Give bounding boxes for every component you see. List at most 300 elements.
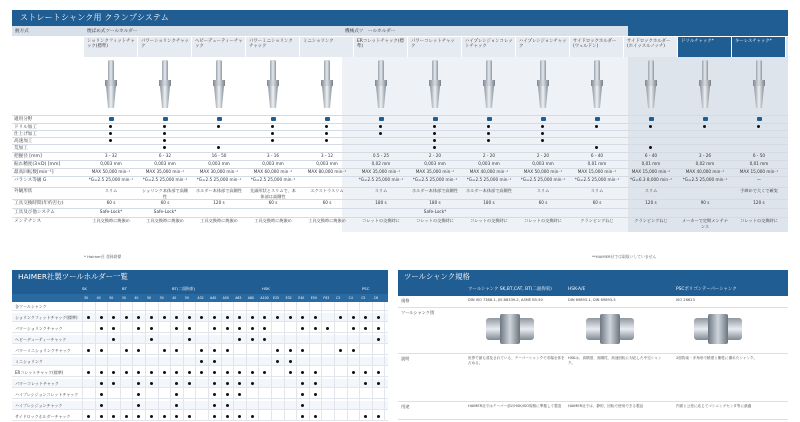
standards-header [398,284,788,296]
change-time-cell: 60 s [160,200,170,205]
holder-row-label: パワーコレットチャック [15,381,59,386]
suitability-dot [271,125,274,128]
suitability-dot [433,125,436,128]
suitability-dot [163,146,166,149]
maintenance-cell: クランピングねじ [580,218,614,223]
sub-column-label: A40 [210,296,217,300]
max-rpm-cell: MAX 50,000 min⁻¹ [91,169,131,174]
shape-cell: ショリンク本体部で高剛性 [142,188,188,199]
product-header: キーレスチャック* [732,37,786,57]
tool-holder-image [698,60,712,112]
product-header: サイドロックホルダー(ウェルドン) [570,37,624,57]
balance-cell: *G=2.5 25,000 min⁻¹ [412,177,458,182]
application-icon [217,117,222,121]
holder-row [12,379,388,388]
standard-row-label: 規格 [401,298,410,303]
product-header: ERコレットチャック(標準) [354,37,408,57]
availability-dot [226,415,229,418]
standard-value: ISO 26623 [676,298,695,302]
clamp-range-cell: 6 - 32 [158,153,172,158]
holder-row [12,335,388,344]
change-time-cell: 60 s [538,200,548,205]
runout-cell: 0,003 mm [316,161,338,166]
availability-dot [314,371,317,374]
availability-dot [226,371,229,374]
application-icon [379,117,384,121]
clamp-system-section [12,10,788,259]
section-title: ツールシャンク規格 [398,270,788,284]
holder-row-label: ハイプレシジョンチャック [15,403,63,408]
suitability-dot [541,139,544,142]
availability-dot [314,415,317,418]
availability-dot [87,349,90,352]
change-time-cell: 120 s [213,200,225,205]
max-rpm-cell: MAX 50,000 min⁻¹ [523,169,563,174]
availability-dot [213,327,216,330]
availability-dot [339,349,342,352]
clamp-range-cell: 6 - 40 [590,153,604,158]
availability-dot [352,371,355,374]
availability-dot [125,316,128,319]
shank-standards-section [398,270,788,420]
clamp-range-cell: 2 - 20 [428,153,442,158]
runout-cell: 0,003 mm [262,161,284,166]
availability-dot [188,382,191,385]
sub-column-label: 30 [84,296,89,300]
availability-dot [314,382,317,385]
availability-dot [100,393,103,396]
availability-dot [226,327,229,330]
suitability-dot [379,132,382,135]
availability-dot [150,415,153,418]
header-hsk: HSK-A/E [568,287,586,292]
tool-holder-image [104,60,118,112]
suitability-dot [109,125,112,128]
product-header: パワーショリンクチャック [138,37,192,57]
holder-sub-columns [12,294,388,302]
row-label: 工具交換時間(年約否む) [14,201,64,206]
availability-dot [251,371,254,374]
haimer-holders-section [12,270,388,420]
change-time-cell: 60 s [106,200,116,205]
max-rpm-cell: MAX 80,000 min⁻¹ [307,169,347,174]
availability-dot [289,360,292,363]
change-time-cell: 60 s [268,200,278,205]
row-label: 振れ精度(3×D) [mm] [14,162,61,167]
header-psc: PSCポリゴンテーパーシャンク [676,287,737,292]
tool-holder-image [266,60,280,112]
application-icon [703,117,708,121]
availability-dot [213,382,216,385]
runout-cell: 0,003 mm [100,161,122,166]
availability-dot [352,349,355,352]
availability-dot [226,349,229,352]
availability-dot [276,316,279,319]
tool-holder-image [536,60,550,112]
availability-dot [163,349,166,352]
maintenance-cell: クランピングねじ [634,218,668,223]
availability-dot [377,371,380,374]
sub-column-label: 50 [147,296,152,300]
availability-dot [213,415,216,418]
row-label: ドリル加工 [14,125,37,130]
application-icon [487,117,492,121]
availability-dot [289,371,292,374]
availability-dot [163,371,166,374]
product-header: ハイプレシジョンチャック [516,37,570,57]
suitability-dot [325,132,328,135]
availability-dot [213,360,216,363]
product-header: ハイプレシジョンコレットチャック [462,37,516,57]
shape-cell: スリム [536,188,550,193]
availability-dot [213,404,216,407]
change-time-cell: 90 s [700,200,710,205]
sub-column-label: 40 [172,296,177,300]
availability-dot [377,415,380,418]
runout-cell: 0,003 mm [478,161,500,166]
application-icon [271,117,276,121]
change-time-cell: 60 s [322,200,332,205]
standard-value: 内面と公差に応じてマシニングセンタ等に最適 [676,404,752,408]
holder-row [12,412,388,421]
suitability-dot [271,139,274,142]
availability-dot [100,327,103,330]
runout-cell: 0,01 mm [641,161,661,166]
availability-dot [150,338,153,341]
runout-cell: 0,02 mm [371,161,391,166]
holder-row-label: ミニショリンク [15,359,43,364]
clamp-range-cell: 6 - 40 [644,153,658,158]
availability-dot [226,404,229,407]
sub-column-label: E40 [298,296,305,300]
row-label: 最高回転数[min⁻¹] [14,170,54,175]
product-header: パワーミニショリンクチャック [246,37,300,57]
availability-dot [87,316,90,319]
availability-dot [289,316,292,319]
runout-cell: 0,003 mm [424,161,446,166]
shape-cell: エクストラスリム [310,188,344,193]
availability-dot [251,338,254,341]
product-header: ドリルチャック* [678,37,732,57]
sub-column-label: 40 [96,296,101,300]
availability-dot [226,316,229,319]
maintenance-cell: コレットの交換時に [524,218,562,223]
maintenance-cell: メーカーで定期メンテナンス [682,218,728,229]
tool-holder-image [644,60,658,112]
holder-row [12,401,388,410]
column-group-label: BT [122,286,127,291]
availability-dot [213,371,216,374]
tool-holder-image [212,60,226,112]
maintenance-cell: コレットの交換時に [362,218,400,223]
sub-column-label: E25 [273,296,280,300]
suitability-dot [109,139,112,142]
clamp-range-cell: 16 - 50 [211,153,227,158]
category-mechanical: 機械式ツ ールホルダー [342,26,628,37]
standard-value: HAIMER社では、静的、回転で使用できる製品 [568,404,644,408]
suitability-dot [433,146,436,149]
application-icon [109,117,114,121]
availability-dot [125,349,128,352]
runout-cell: 0,01 mm [749,161,769,166]
change-time-cell: 60 s [592,200,602,205]
availability-dot [289,349,292,352]
balance-cell: *G=2.5 25,000 min⁻¹ [250,177,296,182]
max-rpm-cell: MAX 60,000 min⁻¹ [253,169,293,174]
row-label: 工具及び他システム [14,210,55,215]
standard-row-label: 用途 [401,404,410,409]
application-icon [649,117,654,121]
safe-lock-cell: Safe-Lock* [99,209,123,214]
standard-value: DIN 69893-1, DIN 69893-5 [568,298,616,302]
max-rpm-cell: MAX 40,000 min⁻¹ [469,169,509,174]
availability-dot [125,415,128,418]
suitability-dot [487,125,490,128]
max-rpm-cell: MAX 35,000 min⁻¹ [145,169,185,174]
suitability-dot [649,146,652,149]
clamp-range-cell: 2 - 20 [482,153,496,158]
product-header: サイドロックホルダー(ホイッスルノッチ) [624,37,678,57]
shape-cell: スリム [104,188,118,193]
availability-dot [100,415,103,418]
balance-cell: *G=2.5 25,000 min⁻¹ [682,177,728,182]
clamp-range-cell: 3 - 26 [698,153,712,158]
header-label: 握方式 [12,26,84,37]
suitability-dot [163,132,166,135]
standard-value: 2面拘束・多角形で精度と剛性に優れたシャンク。 [676,356,758,360]
clamp-range-cell: 0.5 - 25 [372,153,390,158]
availability-dot [226,382,229,385]
availability-dot [377,338,380,341]
shank-drawing [478,312,542,346]
max-rpm-cell: MAX 15,000 min⁻¹ [577,169,617,174]
availability-dot [163,415,166,418]
balance-cell: *G=2.5 25,000 min⁻¹ [196,177,242,182]
application-icon [595,117,600,121]
suitability-dot [703,125,706,128]
standard-row-label: ツールシャンク図 [401,310,435,315]
holder-row [12,302,388,311]
column-group-label: PSC [362,286,370,291]
shank-drawing [686,312,750,346]
max-rpm-cell: MAX 30,000 min⁻¹ [199,169,239,174]
balance-cell: *G=2.5 25,000 min⁻¹ [358,177,404,182]
sub-column-label: E50 [310,296,317,300]
suitability-dot [541,132,544,135]
availability-dot [125,371,128,374]
availability-dot [251,382,254,385]
shape-cell: ホルダー本体部で高剛性 [196,188,242,193]
column-group-label: BT(二面拘束) [172,286,196,291]
row-label: 仕上げ加工 [14,132,37,137]
availability-dot [339,316,342,319]
availability-dot [276,349,279,352]
availability-dot [188,415,191,418]
tool-holder-image [752,60,766,112]
maintenance-cell: 工具交換時に焼嵌め [200,218,238,223]
balance-cell: *G=2.5 25,000 min⁻¹ [574,177,620,182]
availability-dot [352,316,355,319]
holder-row-label: 各ツールシャンク [15,304,47,309]
availability-dot [150,371,153,374]
availability-dot [100,404,103,407]
sub-column-label: 50 [184,296,189,300]
holder-row [12,324,388,333]
suitability-dot [163,139,166,142]
standard-row [398,402,788,420]
holder-row-label: ハイプレシジョンコレットチャック [15,392,79,397]
maintenance-cell: コレットの交換時に [470,218,508,223]
product-header: ミニショリンク [300,37,354,57]
application-icon [325,117,330,121]
availability-dot [150,316,153,319]
maintenance-cell: 工具交換時に焼嵌め [146,218,184,223]
availability-dot [352,327,355,330]
tool-holder-image [374,60,388,112]
standard-row [398,296,788,308]
suitability-dot [595,125,598,128]
sub-column-label: A100 [260,296,269,300]
suitability-dot [595,146,598,149]
availability-dot [188,327,191,330]
availability-dot [188,371,191,374]
sub-column-label: C3 [336,296,341,300]
standard-row-label: 説明 [401,356,410,361]
change-time-cell: 180 s [375,200,387,205]
clamp-range-cell: 3 - 12 [320,153,334,158]
holder-row-label: ショリンクフィットチャック(標準) [15,315,78,320]
holder-row-label: ヘビーデューティーチャック [15,337,67,342]
runout-cell: 0,01 mm [587,161,607,166]
standard-row [398,308,788,354]
sub-column-label: A63 [235,296,242,300]
suitability-dot [109,132,112,135]
maintenance-cell: コレットの交換時に [740,218,778,223]
sub-column-label: A32 [197,296,204,300]
change-time-cell: 180 s [429,200,441,205]
balance-cell: *G=2.5 25,000 min⁻¹ [520,177,566,182]
sub-column-label: A80 [247,296,255,300]
suitability-dot [325,139,328,142]
availability-dot [188,338,191,341]
clamp-range-cell: 3 - 32 [104,153,118,158]
availability-dot [188,316,191,319]
suitability-dot [379,125,382,128]
availability-dot [251,316,254,319]
safe-lock-cell: Safe-Lock* [153,209,177,214]
standard-value: DIN ISO 7388-1, JIS B6339-2, ASME B5.50 [468,298,543,302]
holder-row-label: ERコレットチャック(標準) [15,370,64,375]
max-rpm-cell: MAX 35,000 min⁻¹ [415,169,455,174]
sub-column-label: E32 [285,296,292,300]
standard-value: HSKは、高精度、高剛性、高速回転に対応した中空シャンク。 [568,356,662,365]
availability-dot [314,327,317,330]
shank-drawing [578,312,642,346]
shape-cell: 先細形状とスリムで、本体部は高剛性 [250,188,296,199]
shape-cell: スリム [374,188,388,193]
suitability-dot [487,139,490,142]
category-shrink-fit: 焼ばめ式ツールホルダー [84,26,342,37]
max-rpm-cell: MAX 40,000 min⁻¹ [685,169,725,174]
availability-dot [213,316,216,319]
row-label: 荒加工 [14,146,28,151]
category-other [628,26,788,37]
tool-holder-image [158,60,172,112]
availability-dot [87,415,90,418]
clamp-range-cell: 3 - 16 [266,153,280,158]
shape-cell: スリム [644,188,658,193]
maintenance-cell: 工具交換時に焼嵌め [254,218,292,223]
row-label: 高速加工 [14,139,33,144]
availability-dot [377,382,380,385]
clamp-range-cell: 6 - 50 [752,153,766,158]
availability-dot [100,371,103,374]
application-icon [757,117,762,121]
row-label: バランス等級 G [14,178,47,183]
suitability-dot [433,139,436,142]
shape-cell: スリム [590,188,604,193]
safe-lock-cell: Safe-Lock* [423,209,447,214]
suitability-dot [325,125,328,128]
tool-holder-image [428,60,442,112]
section-title: HAIMER社製ツールホルダー一覧 [12,270,388,284]
sub-column-label: C5 [361,296,366,300]
balance-cell: *G=2.5 25,000 min⁻¹ [142,177,188,182]
suitability-dot [757,125,760,128]
maintenance-cell: コレットの交換時に [416,218,454,223]
availability-dot [150,327,153,330]
holder-row-label: パワーショリンクチャック [15,326,63,331]
standard-value: HAIMER社ではテーパー部のHSK/ISO規格に準拠して製造 [468,404,562,408]
availability-dot [100,349,103,352]
max-rpm-cell: MAX 15,000 min⁻¹ [739,169,779,174]
balance-cell: *G=6.3 8,000 min⁻¹ [630,177,672,182]
sub-column-label: 50 [109,296,114,300]
availability-dot [87,371,90,374]
sub-column-label: 40 [134,296,139,300]
tool-holder-image [482,60,496,112]
availability-dot [314,316,317,319]
footnote-right: **HAIMER社では取扱いしていません [592,254,657,259]
holder-row-label: サイドロックホルダーチャック [15,414,71,419]
sub-column-label: C4 [348,296,353,300]
sub-column-label: C6 [373,296,379,300]
suitability-dot [649,125,652,128]
availability-dot [226,393,229,396]
availability-dot [377,327,380,330]
application-icon [163,117,168,121]
availability-dot [150,382,153,385]
holder-column-groups [12,284,388,294]
balance-cell: *G=2.5 25,000 min⁻¹ [88,177,134,182]
product-header: ショリンクフィットチャック(標準) [84,37,138,57]
balance-cell: — [756,177,762,182]
runout-cell: 0,003 mm [208,161,230,166]
availability-dot [213,393,216,396]
max-rpm-cell: MAX 35,000 min⁻¹ [361,169,401,174]
change-time-cell: 180 s [483,200,495,205]
row-label: 把握径 [mm] [14,154,42,159]
runout-cell: 0,02 mm [695,161,715,166]
clamp-system-table [12,26,788,259]
footnote-left: * Haimer社 登録商標 [84,254,122,259]
sub-column-label: A50 [222,296,229,300]
maintenance-cell: 工具交換時に焼嵌め [92,218,130,223]
sub-column-label: F63 [323,296,330,300]
row-label: メンテナンス [14,219,42,224]
sub-column-label: 30 [121,296,126,300]
suitability-dot [433,132,436,135]
